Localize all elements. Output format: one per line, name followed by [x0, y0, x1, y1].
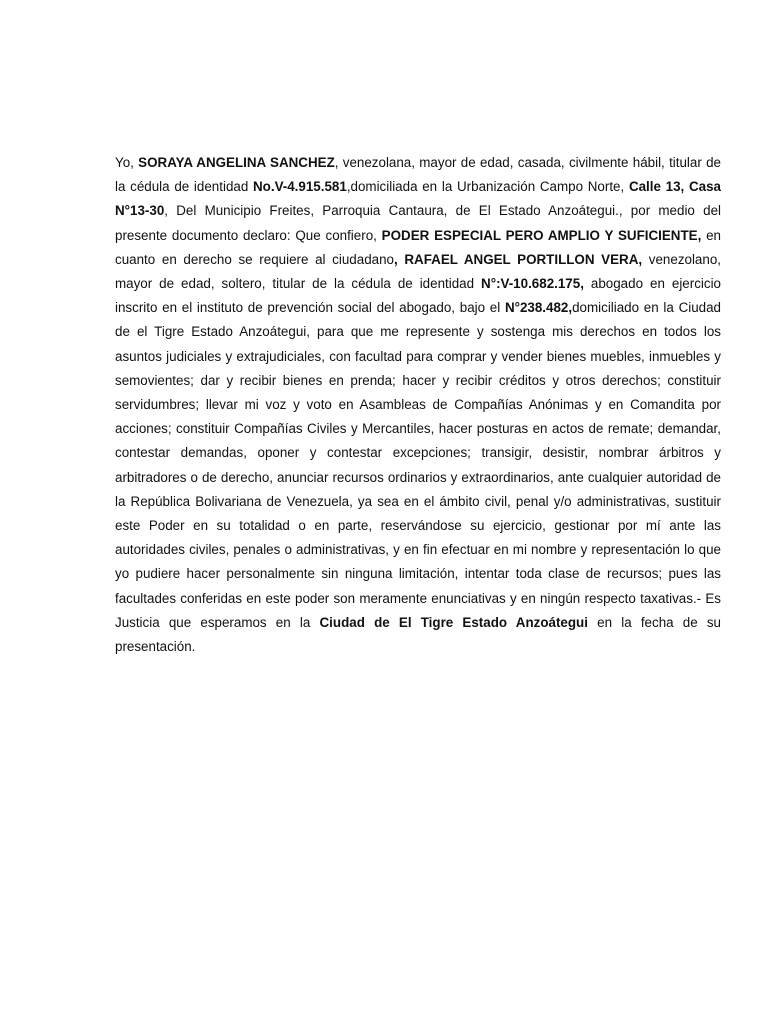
attorney-id-number: N°:V-10.682.175,: [481, 276, 584, 292]
city-name: Ciudad de El Tigre Estado Anzoátegui: [319, 614, 588, 630]
grantor-address: Calle 13, Casa N°13-30: [115, 179, 722, 219]
attorney-name: , RAFAEL ANGEL PORTILLON VERA,: [393, 251, 643, 267]
text-segment: Yo,: [115, 155, 139, 170]
text-segment: venezolano, mayor de edad, soltero, titular de la cédula de identidad: [115, 251, 721, 292]
grantor-name: SORAYA ANGELINA SANCHEZ: [138, 155, 335, 170]
text-segment: ,domiciliada en la Urbanización Campo Norte,: [346, 179, 629, 195]
text-segment: en la fecha de su presentación.: [115, 614, 722, 655]
text-segment: abogado en ejercicio inscrito en el instituto de prevención social del abogado, bajo el: [115, 276, 721, 316]
attorney-registration-number: N°238.482,: [504, 300, 573, 316]
text-segment: , venezolana, mayor de edad, casada, civilmente hábil, titular de la cédula de identidad: [115, 155, 721, 195]
text-segment: domiciliado en la Ciudad de el Tigre Estado Anzoátegui, para que me represente y sostenga mis derechos en todos los asuntos judiciales y extrajudiciales, con facultad para comprar y vender bienes muebles, inmuebles y semovientes; dar y recibir bienes en prenda; hacer y recibir créditos y otros derechos; constituir servidumbres; llevar mi voz y voto en Asambleas de Compañías Anónimas y en Comandita por acciones; constituir Compañías Civiles y Mercantiles, hacer posturas en actos de remate; demandar, contestar demandas, oponer y contestar excepciones; transigir, desistir, nombrar árbitros y arbitradores o de derecho, anunciar recursos ordinarios y extraordinarios, ante cualquier autoridad de la República Bolivariana de Venezuela, ya sea en el ámbito civil, penal y/o administrativas, sustituir este Poder en su totalidad o en parte, reservándose su ejercicio, gestionar por mí ante las autoridades civiles, penales o administrativas, y en fin efectuar en mi nombre y representación lo que yo pudiere hacer personalmente sin ninguna limitación, intentar toda clase de recursos; pues las facultades conferidas en este poder son meramente enunciativas y en ningún respecto taxativas.- Es Justicia que esperamos en la: [115, 300, 721, 630]
text-segment: en cuanto en derecho se requiere al ciudadano: [115, 227, 721, 267]
power-type: PODER ESPECIAL PERO AMPLIO Y SUFICIENTE,: [381, 227, 702, 243]
power-of-attorney-paragraph: [115, 151, 721, 659]
text-segment: , Del Municipio Freites, Parroquia Cantaura, de El Estado Anzoátegui., por medio del presente documento declaro: Que confiero,: [115, 203, 721, 243]
grantor-id-number: No.V-4.915.581: [253, 179, 347, 195]
